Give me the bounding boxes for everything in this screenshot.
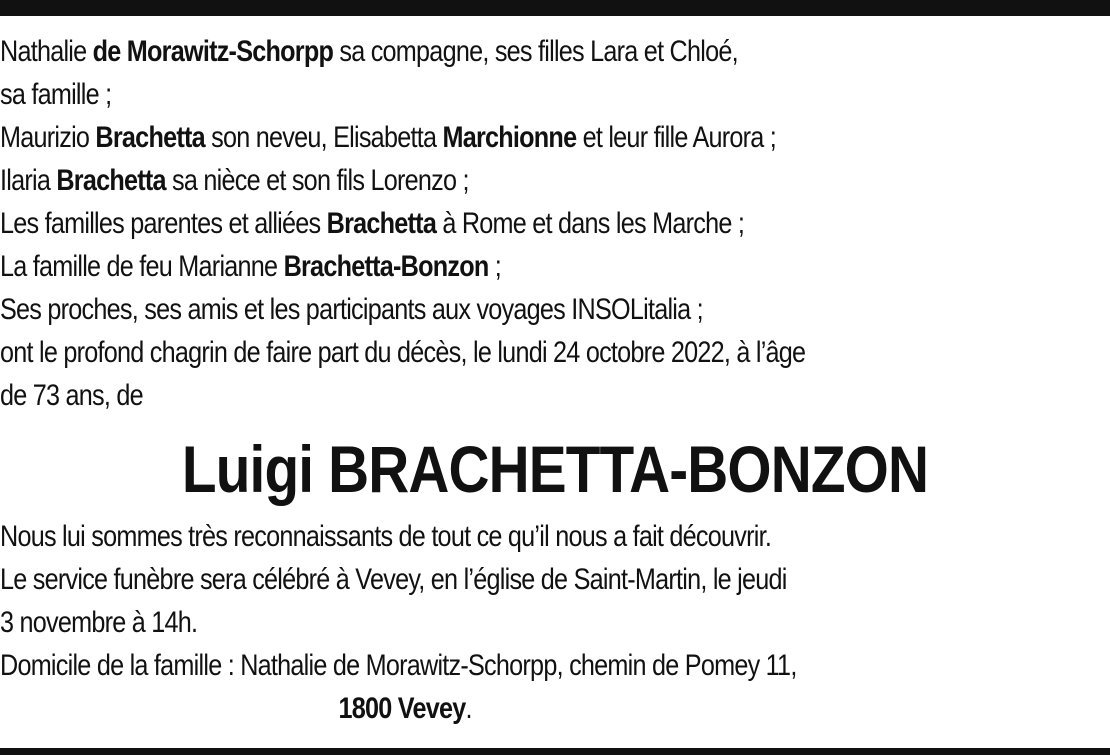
bottom-border [0, 748, 1110, 755]
notice-line [0, 159, 932, 202]
notice-line [0, 288, 932, 331]
text-segment: ont le profond chagrin de faire part du décès, le lundi 24 octobre 2022, à l’âge [0, 336, 806, 369]
text-segment: Ses proches, ses amis et les participants aux voyages INSOLitalia ; [0, 293, 703, 326]
service-details-paragraph [0, 515, 1110, 687]
bold-name-text: Brachetta [56, 164, 166, 197]
notice-line [0, 374, 932, 417]
text-segment: 3 novembre à 14h. [0, 606, 198, 639]
family-address-line [0, 687, 932, 730]
notice-line [0, 644, 932, 687]
text-segment: Nathalie [0, 35, 93, 68]
text-segment: son neveu, Elisabetta [204, 121, 443, 154]
text-segment: ; [488, 250, 501, 283]
text-segment: . [465, 692, 472, 725]
text-segment: sa compagne, ses filles Lara et Chloé, [333, 35, 738, 68]
text-segment: Nous lui sommes très reconnaissants de tout ce qu’il nous a fait découvrir. [0, 520, 772, 553]
text-segment: La famille de feu Marianne [0, 250, 284, 283]
bold-name-text: de Morawitz-Schorpp [92, 35, 334, 68]
notice-line [0, 558, 932, 601]
deceased-name: Luigi BRACHETTA-BONZON [181, 432, 929, 506]
text-segment: Ilaria [0, 164, 57, 197]
bold-name-text: Brachetta [95, 121, 205, 154]
bold-name-text: Marchionne [442, 121, 577, 154]
text-segment: Maurizio [0, 121, 96, 154]
text-segment: de 73 ans, de [0, 379, 143, 412]
notice-line [0, 601, 932, 644]
notice-line [0, 515, 932, 558]
notice-line [0, 331, 932, 374]
bold-name-text: Brachetta [326, 207, 437, 240]
text-segment: et leur fille Aurora ; [576, 121, 777, 154]
death-notice [0, 30, 1110, 730]
notice-line [0, 116, 932, 159]
text-segment: sa famille ; [0, 78, 112, 111]
bold-name-text: 1800 Vevey [338, 692, 466, 725]
text-segment: Le service funèbre sera célébré à Vevey, en l’église de Saint-Martin, le jeudi [0, 563, 787, 596]
announcement-paragraph [0, 30, 1110, 417]
text-segment: sa nièce et son fils Lorenzo ; [165, 164, 469, 197]
bold-name-text: Brachetta-Bonzon [283, 250, 489, 283]
text-segment: Les familles parentes et alliées [0, 207, 327, 240]
text-segment: à Rome et dans les Marche ; [436, 207, 745, 240]
notice-line [0, 73, 932, 116]
notice-line [0, 30, 932, 73]
notice-line [0, 245, 932, 288]
notice-line [0, 202, 932, 245]
top-border [0, 0, 1110, 16]
text-segment: Domicile de la famille : Nathalie de Morawitz-Schorpp, chemin de Pomey 11, [0, 649, 797, 682]
